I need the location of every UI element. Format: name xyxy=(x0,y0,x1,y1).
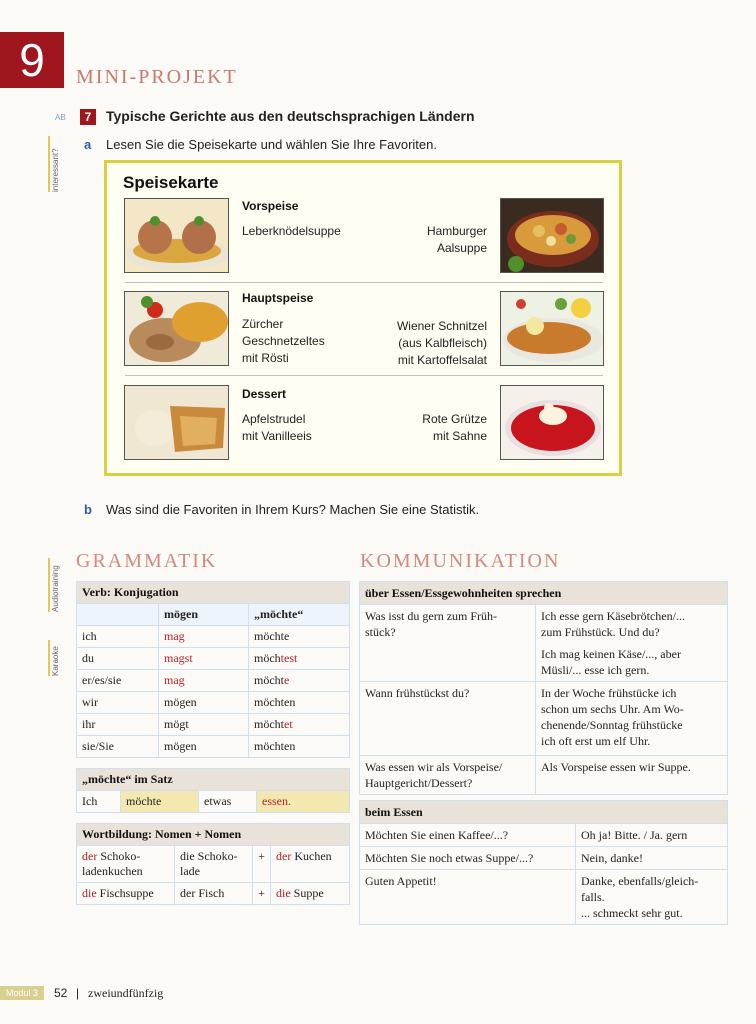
side-tag-karaoke: Karaoke xyxy=(48,640,60,676)
wortbildung-title: Wortbildung: Nomen + Nomen xyxy=(77,824,350,846)
chapter-number: 9 xyxy=(0,32,64,88)
side-tag-audiotraining: Audiotraining xyxy=(48,558,60,612)
table-row: ihr mögt möchtet xyxy=(77,714,350,736)
side-tag-interessant: interessant? xyxy=(48,136,60,192)
photo-wiener-schnitzel xyxy=(500,291,604,366)
satz-table: „möchte“ im Satz Ich möchte etwas essen. xyxy=(76,768,350,813)
table-row: Möchten Sie noch etwas Suppe/...? Nein, danke! xyxy=(360,847,728,870)
task-a-letter: a xyxy=(84,137,92,152)
dish-wiener-schnitzel: Wiener Schnitzel (aus Kalbfleisch) mit Kartoffelsalat xyxy=(396,319,487,367)
exercise-number: 7 xyxy=(80,109,96,125)
menu-title: Speisekarte xyxy=(123,173,219,192)
table-row: du magst möchtest xyxy=(77,648,350,670)
verb-table-title: Verb: Konjugation xyxy=(77,582,350,604)
col-moegen: mögen xyxy=(159,604,249,626)
photo-rote-gruetze xyxy=(500,385,604,460)
table-row: er/es/sie mag möchte xyxy=(77,670,350,692)
photo-leberknoedelsuppe xyxy=(124,198,229,273)
menu-divider xyxy=(125,375,603,376)
table-row: der Schoko- ladenkuchen die Schoko- lade + der Kuchen xyxy=(77,846,350,883)
essgewohnheiten-table xyxy=(359,581,728,795)
course-heading-dessert: Dessert xyxy=(242,387,287,401)
wortbildung-table xyxy=(76,823,350,905)
beim-essen-table xyxy=(359,800,728,925)
task-b-text: Was sind die Favoriten in Ihrem Kurs? Machen Sie eine Statistik. xyxy=(106,502,480,517)
verb-conjugation-table xyxy=(76,581,350,758)
side-tag-ab: AB xyxy=(55,113,66,122)
photo-apfelstrudel xyxy=(124,385,229,460)
beim-essen-title: beim Essen xyxy=(360,801,728,824)
page-number: 52 xyxy=(54,986,68,1000)
table-row: Guten Appetit! Danke, ebenfalls/gleich- falls. ... schmeckt sehr gut. xyxy=(360,870,728,925)
exercise-title: Typische Gerichte aus den deutschsprachigen Ländern xyxy=(106,108,475,124)
table-row: Wann frühstückst du? In der Woche frühstücke ich schon um sechs Uhr. Am Wo- chenende/Sonntag frühstücke ich oft erst um elf Uhr. xyxy=(360,682,728,756)
grammatik-heading: GRAMMATIK xyxy=(76,550,218,572)
course-heading-hauptspeise: Hauptspeise xyxy=(242,291,314,305)
task-a-text: Lesen Sie die Speisekarte und wählen Sie Ihre Favoriten. xyxy=(106,137,437,152)
table-row: ich mag möchte xyxy=(77,626,350,648)
menu-divider xyxy=(125,282,603,283)
course-heading-vorspeise: Vorspeise xyxy=(242,199,299,213)
dish-zuercher-geschnetzeltes: Zürcher Geschnetzeltes mit Rösti xyxy=(242,317,325,365)
table-row: Möchten Sie einen Kaffee/...? Oh ja! Bitte. / Ja. gern xyxy=(360,824,728,847)
dish-rote-gruetze: Rote Grütze mit Sahne xyxy=(422,412,487,443)
col-moechte: „möchte“ xyxy=(249,604,350,626)
table-row: wir mögen möchten xyxy=(77,692,350,714)
dish-hamburger-aalsuppe: Hamburger Aalsuppe xyxy=(426,224,487,255)
page-number-word: zweiundfünfzig xyxy=(88,986,164,1000)
kommunikation-heading: KOMMUNIKATION xyxy=(360,550,561,572)
dish-apfelstrudel: Apfelstrudel mit Vanilleeis xyxy=(242,412,312,443)
table-row: Was essen wir als Vorspeise/ Hauptgericht/Dessert? Als Vorspeise essen wir Suppe. xyxy=(360,756,728,795)
footer-module-tag: Modul 3 xyxy=(0,986,44,1000)
table-row: sie/Sie mögen möchten xyxy=(77,736,350,758)
photo-hamburger-aalsuppe xyxy=(500,198,604,273)
dish-leberknoedelsuppe: Leberknödelsuppe xyxy=(242,224,341,238)
footer-separator: | xyxy=(76,986,80,1000)
essgewohnheiten-title: über Essen/Essgewohnheiten sprechen xyxy=(360,582,728,605)
table-row: Was isst du gern zum Früh- stück? Ich esse gern Käsebrötchen/... zum Frühstück. Und du? Ich mag keinen Käse/..., aber Müsli/... esse ich gern. xyxy=(360,605,728,682)
menu-card xyxy=(104,160,622,476)
table-row: die Fischsuppe der Fisch + die Suppe xyxy=(77,883,350,905)
section-label-mini-projekt: MINI-PROJEKT xyxy=(76,66,238,88)
satz-title: „möchte“ im Satz xyxy=(77,769,350,791)
photo-zuercher-geschnetzeltes xyxy=(124,291,229,366)
task-b-letter: b xyxy=(84,502,92,517)
